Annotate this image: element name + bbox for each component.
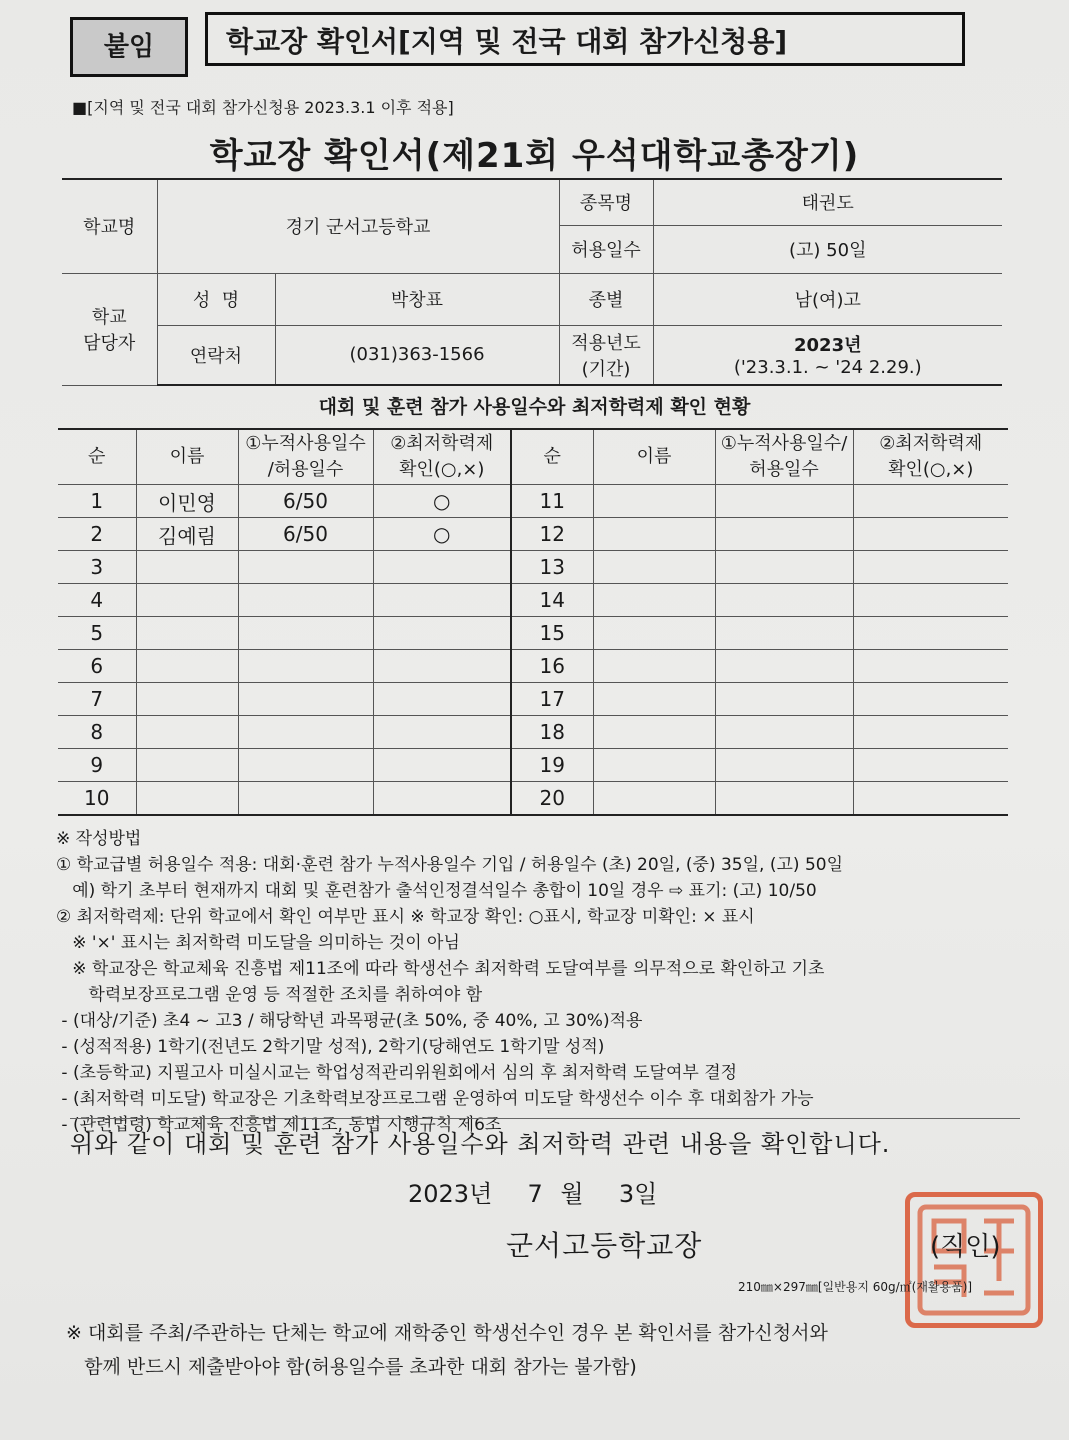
manager-name: 박창표 xyxy=(275,273,559,325)
days-used xyxy=(238,551,373,584)
row-number: 8 xyxy=(58,716,136,749)
school-name-label: 학교명 xyxy=(62,179,157,273)
days-used xyxy=(238,650,373,683)
row-number: 19 xyxy=(511,749,593,782)
year-label xyxy=(559,325,653,385)
col-header-academic-right xyxy=(853,429,1008,485)
academic-check xyxy=(853,584,1008,617)
paper-spec: 210㎜×297㎜[일반용지 60g/㎡(재활용품)] xyxy=(738,1280,973,1294)
row-number: 6 xyxy=(58,650,136,683)
table-row xyxy=(58,650,1008,683)
instruction-line: ① 학교급별 허용일수 적용: 대회·훈련 참가 누적사용일수 기입 / 허용일수 (초) 20일, (중) 35일, (고) 50일 xyxy=(56,855,844,875)
instruction-line: - (성적적용) 1학기(전년도 2학기말 성적), 2학기(당해연도 1학기말 성적) xyxy=(56,1037,605,1057)
col-header-days-right-line1: ①누적사용일수/ xyxy=(720,433,848,454)
days-used: 6/50 xyxy=(238,518,373,551)
academic-check xyxy=(853,683,1008,716)
row-number: 3 xyxy=(58,551,136,584)
col-header-days-line1: ①누적사용일수 xyxy=(245,433,366,454)
form-box-title: 학교장 확인서[지역 및 전국 대회 참가신청용] xyxy=(205,12,965,66)
instruction-line: ※ 학교장은 학교체육 진흥법 제11조에 따라 학생선수 최저학력 도달여부를 의무적으로 확인하고 기초 xyxy=(56,959,825,979)
academic-check xyxy=(853,749,1008,782)
days-used xyxy=(715,716,853,749)
row-number: 11 xyxy=(511,485,593,518)
school-name: 경기 군서고등학교 xyxy=(157,179,559,273)
allowed-days: (고) 50일 xyxy=(653,225,1002,273)
row-number: 2 xyxy=(58,518,136,551)
manager-label-line1: 학교 xyxy=(91,307,127,328)
confirmation-statement: 위와 같이 대회 및 훈련 참가 사용일수와 최저학력 관련 내용을 확인합니다. xyxy=(70,1130,891,1158)
year: 2023년 xyxy=(794,335,862,357)
row-number: 7 xyxy=(58,683,136,716)
col-header-days-right xyxy=(715,429,853,485)
row-number: 14 xyxy=(511,584,593,617)
student-name xyxy=(136,749,238,782)
instruction-line: ※ 작성방법 xyxy=(56,829,142,849)
instruction-line: - (관련법령) 학교체육 진흥법 제11조, 동법 시행규칙 제6조 xyxy=(56,1115,502,1135)
days-used xyxy=(715,782,853,816)
student-name xyxy=(593,518,715,551)
row-number: 4 xyxy=(58,584,136,617)
student-name xyxy=(136,584,238,617)
days-used xyxy=(715,584,853,617)
period: ('23.3.1. ~ '24 2.29.) xyxy=(733,357,922,379)
section-title: 대회 및 훈련 참가 사용일수와 최저학력제 확인 현황 xyxy=(318,396,751,418)
student-name xyxy=(593,485,715,518)
academic-check xyxy=(853,518,1008,551)
student-name xyxy=(593,716,715,749)
table-row xyxy=(58,551,1008,584)
academic-check xyxy=(853,716,1008,749)
row-number: 5 xyxy=(58,617,136,650)
academic-check xyxy=(373,650,511,683)
days-used xyxy=(238,617,373,650)
academic-check xyxy=(373,716,511,749)
academic-check: ○ xyxy=(373,485,511,518)
submission-note-line1: ※ 대회를 주최/주관하는 단체는 학교에 재학중인 학생선수인 경우 본 확인서를 참가신청서와 xyxy=(66,1322,828,1344)
table-row xyxy=(58,749,1008,782)
student-name xyxy=(136,551,238,584)
student-name xyxy=(593,650,715,683)
divider xyxy=(70,1118,1020,1119)
academic-check xyxy=(373,617,511,650)
table-row xyxy=(58,617,1008,650)
seal-label: (직인) xyxy=(930,1232,1001,1262)
submission-note-line2: 함께 반드시 제출받아야 함(허용일수를 초과한 대회 참가는 불가함) xyxy=(66,1356,637,1378)
student-name: 김예림 xyxy=(136,518,238,551)
academic-check xyxy=(853,617,1008,650)
sport-label: 종목명 xyxy=(559,179,653,225)
student-name xyxy=(136,782,238,816)
col-header-days-right-line2: 허용일수 xyxy=(749,459,819,480)
student-name xyxy=(593,782,715,816)
academic-check xyxy=(373,782,511,816)
principal-title: 군서고등학교장 xyxy=(506,1229,703,1262)
row-number: 1 xyxy=(58,485,136,518)
academic-check xyxy=(853,485,1008,518)
row-number: 18 xyxy=(511,716,593,749)
instruction-line: - (초등학교) 지필고사 미실시교는 학업성적관리위원회에서 심의 후 최저학력 도달여부 결정 xyxy=(56,1063,738,1083)
row-number: 13 xyxy=(511,551,593,584)
days-used xyxy=(238,749,373,782)
allowed-days-label: 허용일수 xyxy=(559,225,653,273)
sport: 태권도 xyxy=(653,179,1002,225)
instructions xyxy=(56,826,1016,1138)
academic-check xyxy=(373,683,511,716)
table-row xyxy=(58,485,1008,518)
col-header-academic-right-line2: 확인(○,×) xyxy=(888,459,974,480)
table-row xyxy=(58,584,1008,617)
days-used xyxy=(715,683,853,716)
academic-check xyxy=(373,551,511,584)
manager-name-label: 성 명 xyxy=(157,273,275,325)
manager-label xyxy=(62,273,157,385)
instruction-line: - (대상/기준) 초4 ~ 고3 / 해당학년 과목평균(초 50%, 중 40%, 고 30%)적용 xyxy=(56,1011,643,1031)
col-header-days xyxy=(238,429,373,485)
instruction-line: 예) 학기 초부터 현재까지 대회 및 훈련참가 출석인정결석일수 총합이 10일 경우 ⇨ 표기: (고) 10/50 xyxy=(56,881,817,901)
col-header-no: 순 xyxy=(58,429,136,485)
col-header-academic xyxy=(373,429,511,485)
year-label-line1: 적용년도 xyxy=(571,332,641,354)
manager-label-line2: 담당자 xyxy=(83,333,136,354)
year-cell xyxy=(653,325,1002,385)
row-number: 17 xyxy=(511,683,593,716)
days-used xyxy=(238,782,373,816)
academic-check xyxy=(373,584,511,617)
academic-check xyxy=(853,782,1008,816)
student-name xyxy=(593,749,715,782)
student-name xyxy=(136,650,238,683)
row-number: 10 xyxy=(58,782,136,816)
row-number: 20 xyxy=(511,782,593,816)
col-header-academic-right-line1: ②최저학력제 xyxy=(879,433,983,454)
days-used xyxy=(238,584,373,617)
table-row xyxy=(58,683,1008,716)
days-used xyxy=(715,749,853,782)
col-header-name: 이름 xyxy=(136,429,238,485)
contact-label: 연락처 xyxy=(157,325,275,385)
table-row xyxy=(58,782,1008,816)
days-used xyxy=(715,650,853,683)
col-header-academic-line1: ②최저학력제 xyxy=(390,433,494,454)
attachment-label: 붙임 xyxy=(70,17,188,77)
contact: (031)363-1566 xyxy=(275,325,559,385)
student-name: 이민영 xyxy=(136,485,238,518)
instruction-line: - (최저학력 미도달) 학교장은 기초학력보장프로그램 운영하여 미도달 학생선수 이수 후 대회참가 가능 xyxy=(56,1089,814,1109)
table-row xyxy=(58,716,1008,749)
instruction-line: ② 최저학력제: 단위 학교에서 확인 여부만 표시 ※ 학교장 확인: ○표시, 학교장 미확인: × 표시 xyxy=(56,907,755,927)
gender: 남(여)고 xyxy=(653,273,1002,325)
col-header-academic-line2: 확인(○,×) xyxy=(399,459,485,480)
row-number: 16 xyxy=(511,650,593,683)
instruction-line: 학력보장프로그램 운영 등 적절한 조치를 취하여야 함 xyxy=(56,985,483,1005)
row-number: 15 xyxy=(511,617,593,650)
days-used xyxy=(715,485,853,518)
table-row xyxy=(58,518,1008,551)
student-name xyxy=(136,683,238,716)
page-title: 학교장 확인서(제21회 우석대학교총장기) xyxy=(209,136,860,176)
applicability-note: ■[지역 및 전국 대회 참가신청용 2023.3.1 이후 적용] xyxy=(72,98,454,117)
academic-check xyxy=(853,551,1008,584)
school-info-table xyxy=(62,178,1002,386)
days-used xyxy=(715,551,853,584)
student-name xyxy=(136,617,238,650)
issue-date: 2023년 7 월 3일 xyxy=(408,1180,658,1208)
days-used xyxy=(238,716,373,749)
academic-check xyxy=(373,749,511,782)
year-label-line2: (기간) xyxy=(581,358,631,380)
academic-check: ○ xyxy=(373,518,511,551)
submission-note xyxy=(66,1316,1026,1384)
gender-label: 종별 xyxy=(559,273,653,325)
student-name xyxy=(593,551,715,584)
row-number: 12 xyxy=(511,518,593,551)
instruction-line: ※ '×' 표시는 최저학력 미도달을 의미하는 것이 아님 xyxy=(56,933,460,953)
days-used xyxy=(715,518,853,551)
row-number: 9 xyxy=(58,749,136,782)
days-used xyxy=(715,617,853,650)
col-header-days-line2: /허용일수 xyxy=(267,459,344,480)
days-used xyxy=(238,683,373,716)
academic-check xyxy=(853,650,1008,683)
student-name xyxy=(593,683,715,716)
days-used: 6/50 xyxy=(238,485,373,518)
col-header-no-right: 순 xyxy=(511,429,593,485)
col-header-name-right: 이름 xyxy=(593,429,715,485)
student-name xyxy=(593,617,715,650)
student-name xyxy=(136,716,238,749)
table-header-row xyxy=(58,429,1008,485)
student-name xyxy=(593,584,715,617)
participation-table xyxy=(58,428,1008,816)
